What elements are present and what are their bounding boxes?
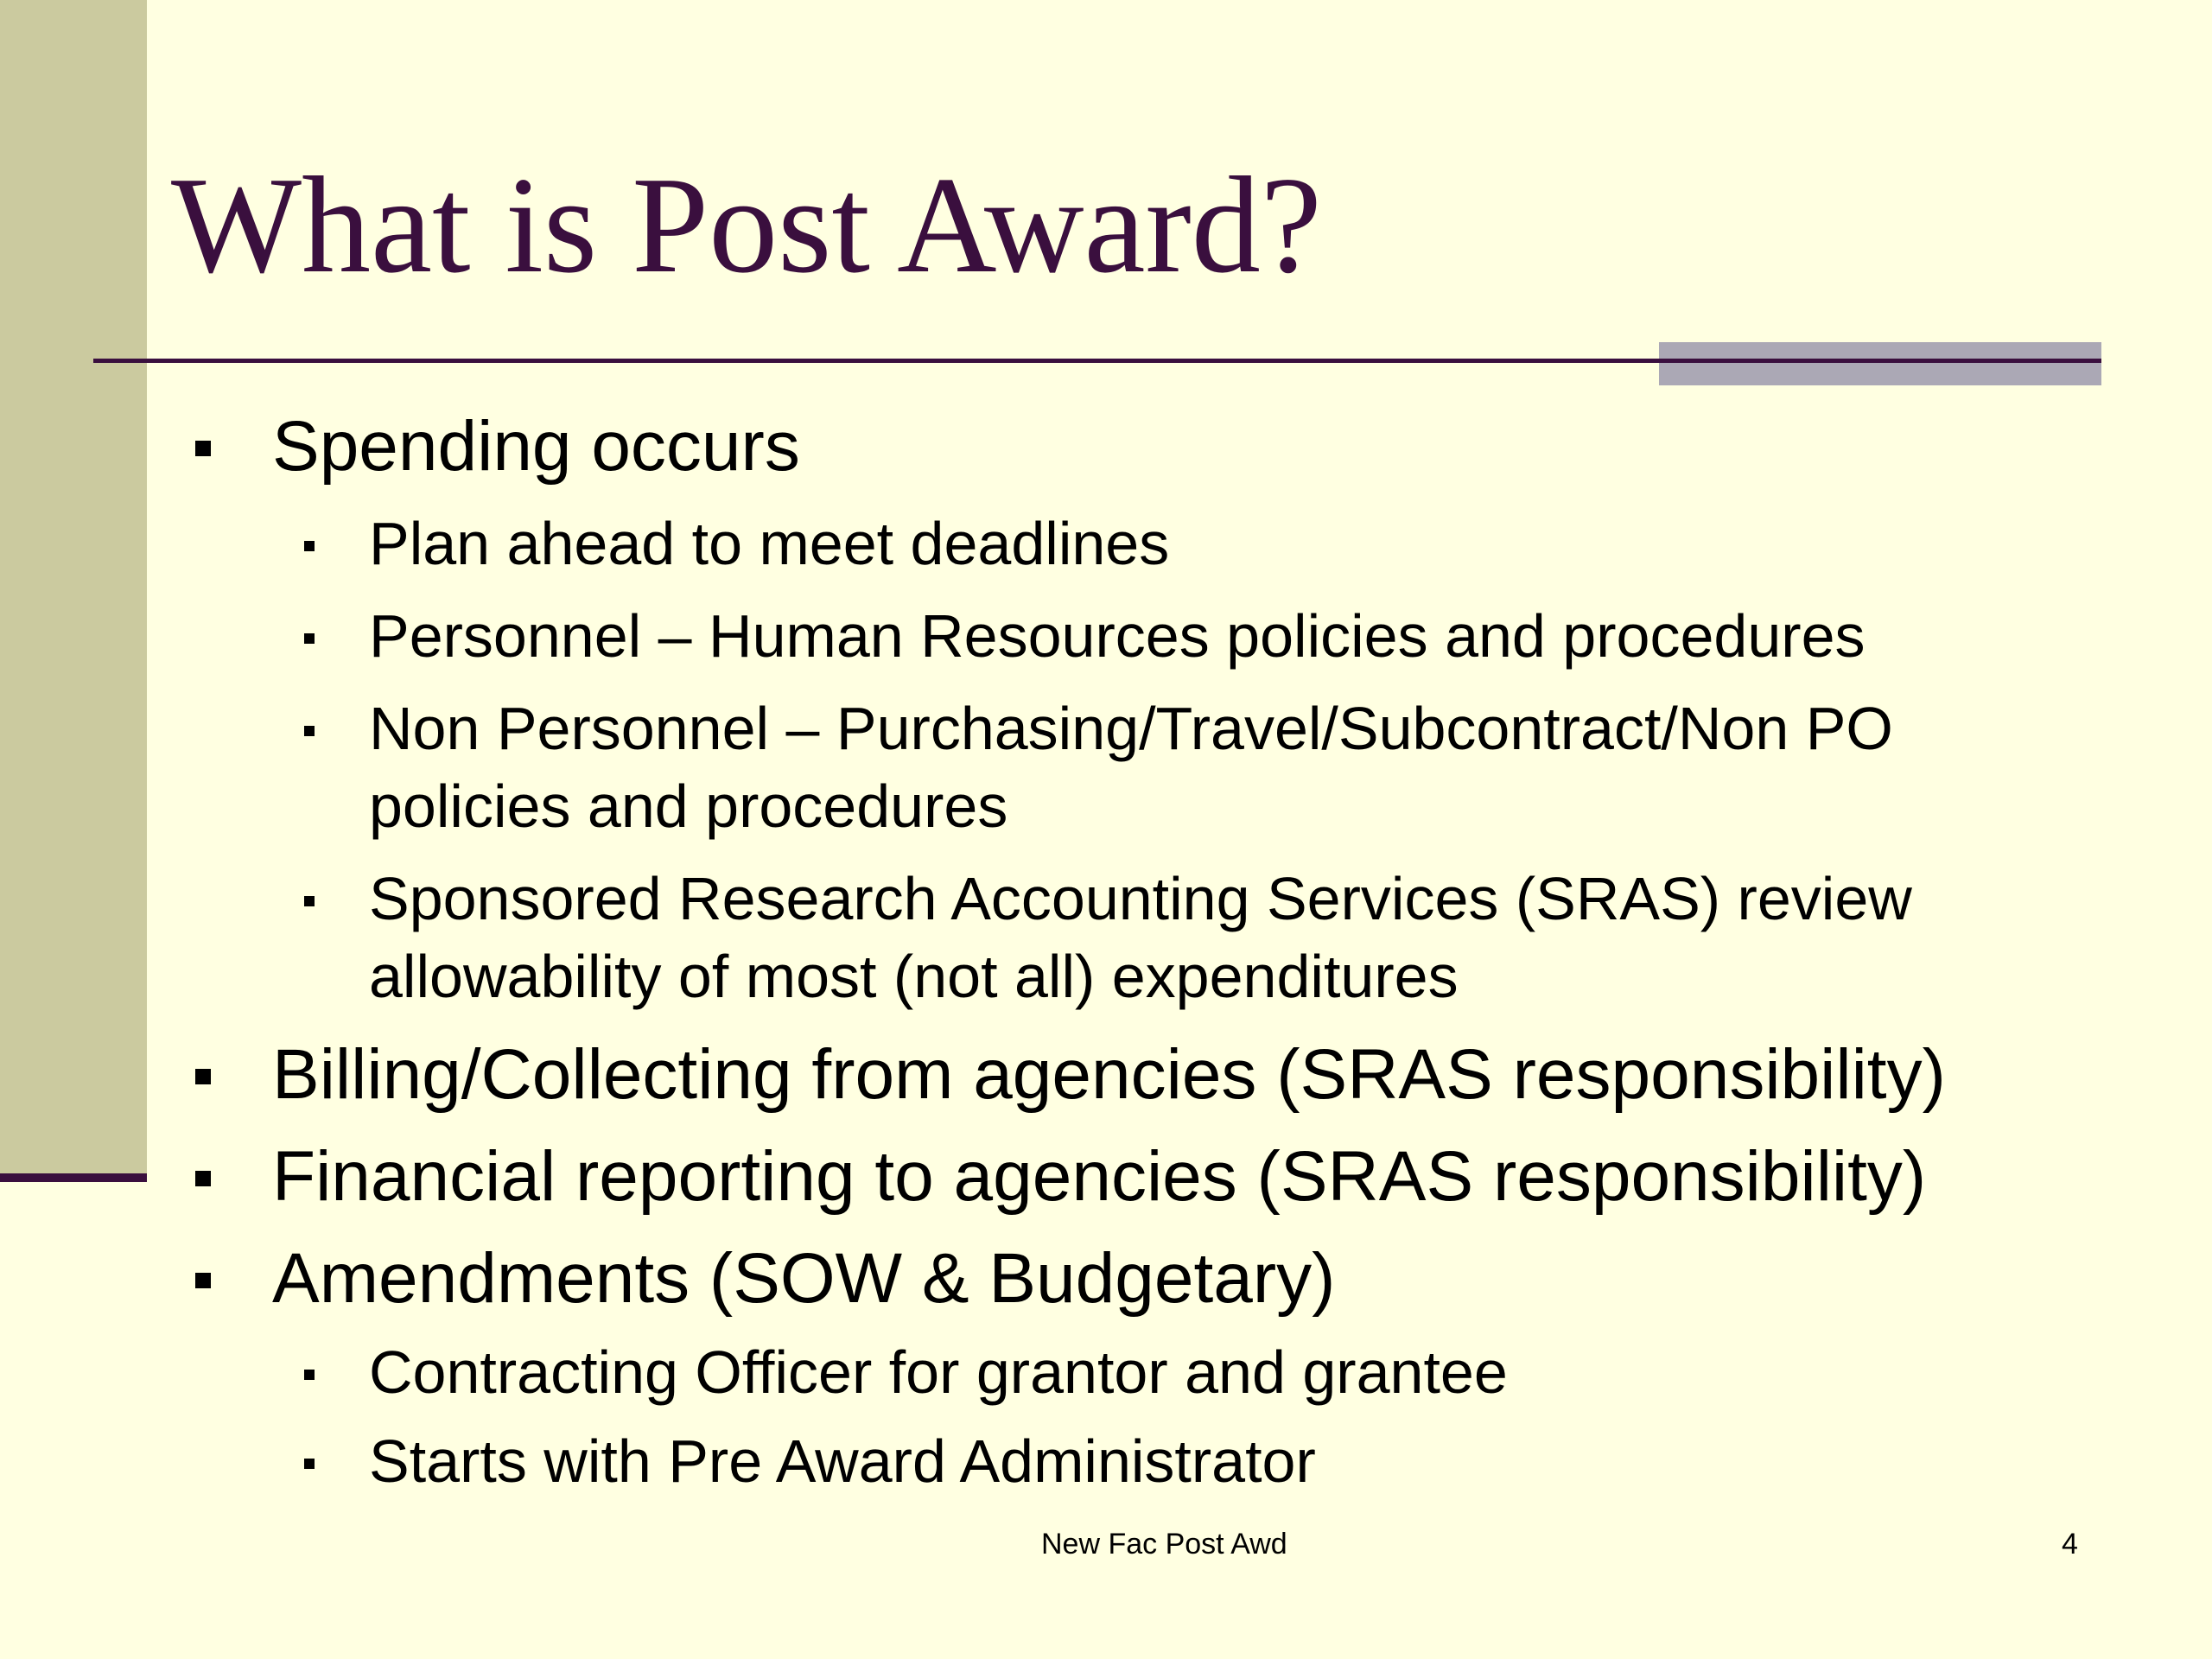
page-number: 4 [2062,1528,2078,1560]
sub-bullet-text: Plan ahead to meet deadlines [369,510,1170,577]
sub-bullet-text: policies and procedures [369,772,1008,840]
bullet-text: Amendments (SOW & Budgetary) [272,1239,1336,1318]
slide-footer: New Fac Post Awd [1041,1528,1287,1560]
sub-bullet-text: Non Personnel – Purchasing/Travel/Subcontract/Non PO [369,695,1893,762]
bullet-text: Spending occurs [272,407,800,486]
sub-bullet-marker-icon [304,633,315,644]
bullet-marker-icon [195,1069,211,1084]
bullet-marker-icon [195,441,211,456]
sub-bullet-text: Starts with Pre Award Administrator [369,1427,1316,1495]
sub-bullet-marker-icon [304,1459,315,1469]
sub-bullet-marker-icon [304,726,315,736]
bullet-text: Billing/Collecting from agencies (SRAS responsibility) [272,1035,1946,1114]
sub-bullet-marker-icon [304,1370,315,1380]
bullet-marker-icon [195,1171,211,1186]
bullet-marker-icon [195,1273,211,1288]
sub-bullet-text: Contracting Officer for grantor and grantee [369,1338,1508,1406]
sub-bullet-text: Personnel – Human Resources policies and procedures [369,602,1866,670]
sub-bullet-text: Sponsored Research Accounting Services (SRAS) review [369,865,1912,932]
sub-bullet-marker-icon [304,896,315,906]
sub-bullet-marker-icon [304,541,315,551]
sub-bullet-text: allowability of most (not all) expenditures [369,943,1459,1010]
slide-title: What is Post Award? [171,148,1322,302]
bullet-text: Financial reporting to agencies (SRAS responsibility) [272,1137,1927,1216]
